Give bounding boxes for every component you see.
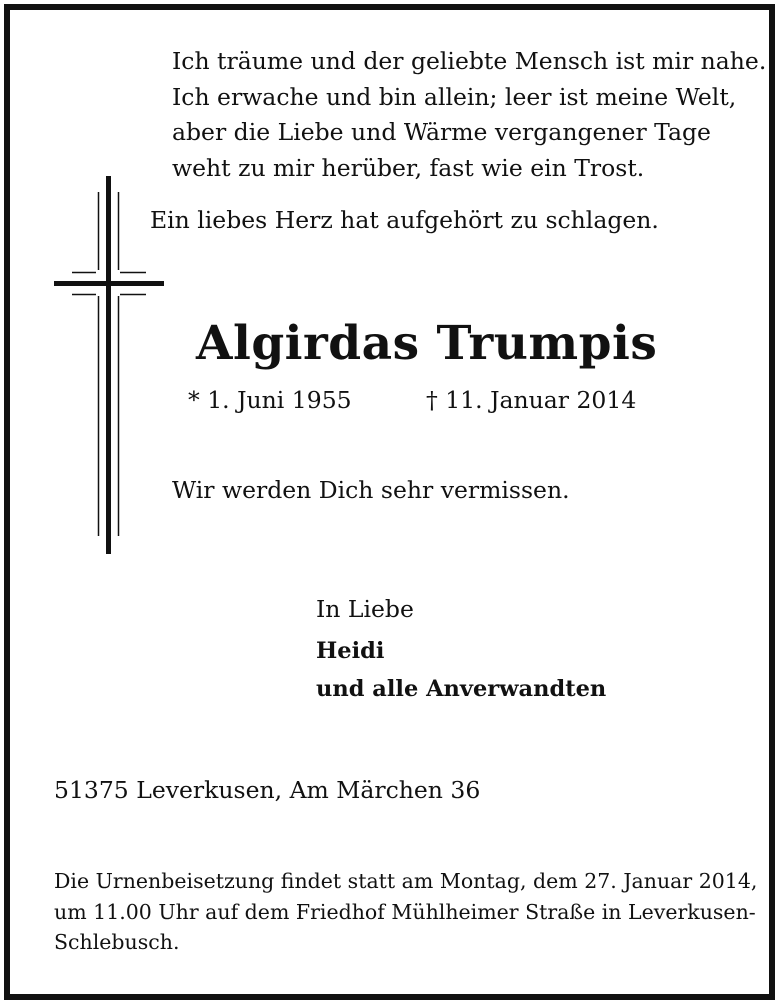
- funeral-line: um 11.00 Uhr auf dem Friedhof Mühlheimer Straße in Leverkusen-: [54, 899, 756, 924]
- funeral-info: [54, 866, 758, 958]
- death-date: † 11. Januar 2014: [426, 386, 637, 414]
- address: 51375 Leverkusen, Am Märchen 36: [54, 776, 481, 804]
- mourners-intro: In Liebe: [316, 595, 414, 623]
- poem-line: Ich träume und der geliebte Mensch ist mir nahe.: [172, 47, 767, 75]
- poem: [172, 44, 766, 186]
- funeral-line: Die Urnenbeisetzung findet statt am Montag, dem 27. Januar 2014,: [54, 869, 758, 893]
- miss-line: Wir werden Dich sehr vermissen.: [172, 476, 570, 504]
- heart-line: Ein liebes Herz hat aufgehört zu schlagen.: [150, 206, 659, 234]
- poem-line: weht zu mir herüber, fast wie ein Trost.: [172, 153, 645, 182]
- poem-line: aber die Liebe und Wärme vergangener Tage: [172, 118, 711, 146]
- poem-line: Ich erwache und bin allein; leer ist meine Welt,: [172, 82, 737, 111]
- funeral-line: Schlebusch.: [54, 930, 180, 954]
- birth-date: * 1. Juni 1955: [188, 386, 352, 414]
- mourner-name: Heidi: [316, 638, 385, 664]
- mourners-others: und alle Anverwandten: [316, 676, 607, 702]
- deceased-name: Algirdas Trumpis: [196, 316, 658, 371]
